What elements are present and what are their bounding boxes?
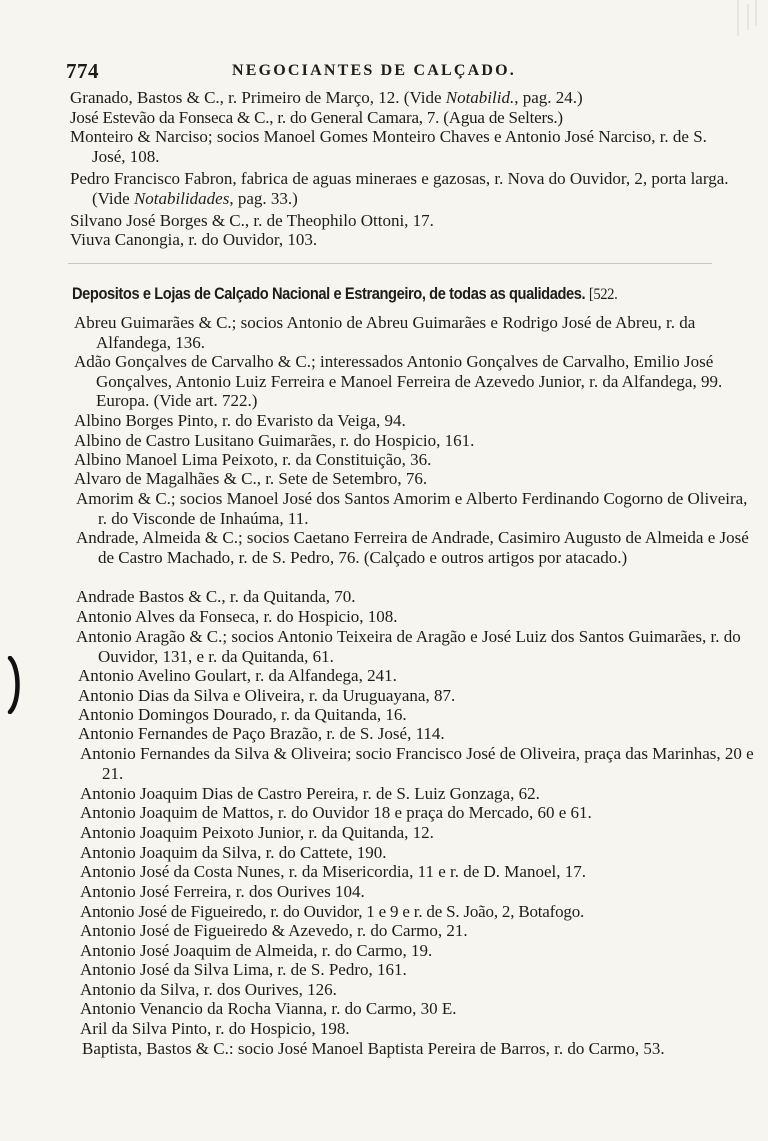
- list-item: Alvaro de Magalhães & C., r. Sete de Setembro, 76.: [74, 469, 428, 488]
- list-item: Antonio Joaquim Peixoto Junior, r. da Quitanda, 12.: [80, 823, 434, 842]
- list-item: Silvano José Borges & C., r. de Theophilo Ottoni, 17.: [70, 211, 434, 230]
- list-item: Antonio Domingos Dourado, r. da Quitanda, 16.: [78, 705, 407, 724]
- list-item: Antonio Venancio da Rocha Vianna, r. do Carmo, 30 E.: [80, 999, 457, 1018]
- list-item: Abreu Guimarães & C.; socios Antonio de Abreu Guimarães e Rodrigo José de Abreu, r. da Alfandega, 136.: [74, 313, 696, 352]
- list-item: Baptista, Bastos & C.: socio José Manoel Baptista Pereira de Barros, r. do Carmo, 53.: [82, 1039, 665, 1058]
- list-item: Antonio José da Silva Lima, r. de S. Pedro, 161.: [80, 960, 407, 979]
- list-item: Monteiro & Narciso; socios Manoel Gomes Monteiro Chaves e Antonio José Narciso, r. de S. José, 108.: [70, 127, 707, 166]
- list-item: Antonio José de Figueiredo, r. do Ouvidor, 1 e 9 e r. de S. João, 2, Botafogo.: [80, 902, 585, 921]
- list-item: Andrade Bastos & C., r. da Quitanda, 70.: [76, 587, 356, 606]
- list-item: Granado, Bastos & C., r. Primeiro de Março, 12. (Vide Notabilid., pag. 24.): [70, 88, 583, 107]
- page-number: 774: [66, 59, 99, 83]
- list-item: Antonio Dias da Silva e Oliveira, r. da Uruguayana, 87.: [78, 686, 456, 705]
- list-item: Antonio Alves da Fonseca, r. do Hospicio, 108.: [76, 607, 398, 626]
- list-item: Antonio José Ferreira, r. dos Ourives 104.: [80, 882, 365, 901]
- list-item: Antonio Fernandes de Paço Brazão, r. de S. José, 114.: [78, 724, 445, 743]
- list-item: Pedro Francisco Fabron, fabrica de aguas mineraes e gazosas, r. Nova do Ouvidor, 2, porta larga. (Vide Notabilidades, pag. 33.): [70, 169, 729, 208]
- list-item: Antonio Joaquim Dias de Castro Pereira, r. de S. Luiz Gonzaga, 62.: [80, 784, 540, 803]
- running-head: NEGOCIANTES DE CALÇADO.: [232, 62, 516, 79]
- list-item: Antonio Joaquim da Silva, r. do Cattete, 190.: [80, 843, 387, 862]
- page-header: [66, 59, 710, 83]
- list-item: Viuva Canongia, r. do Ouvidor, 103.: [70, 230, 318, 249]
- bleed-through-mark: [732, 0, 762, 40]
- list-item: Antonio José da Costa Nunes, r. da Misericordia, 11 e r. de D. Manoel, 17.: [80, 862, 586, 881]
- list-item: Antonio Aragão & C.; socios Antonio Teixeira de Aragão e José Luiz dos Santos Guimarães, r. do Ouvidor, 131, e r. da Quitanda, 61.: [76, 627, 741, 666]
- section-divider: [68, 263, 712, 264]
- list-item: Amorim & C.; socios Manoel José dos Santos Amorim e Alberto Ferdinando Cogorno de Oliveira, r. do Visconde de Inhaúma, 11.: [76, 489, 748, 528]
- margin-bracket-mark: [6, 656, 24, 714]
- list-item: Adão Gonçalves de Carvalho & C.; interessados Antonio Gonçalves de Carvalho, Emilio José Gonçalves, Antonio Luiz Ferreira e Manoel Ferreira de Azevedo Junior, r. da Alfandega, 99. Europa. (Vide art. 722.): [74, 352, 723, 411]
- list-item: Albino de Castro Lusitano Guimarães, r. do Hospicio, 161.: [74, 431, 475, 450]
- list-item: Antonio José Joaquim de Almeida, r. do Carmo, 19.: [80, 941, 433, 960]
- list-item: Antonio José de Figueiredo & Azevedo, r. do Carmo, 21.: [80, 921, 468, 940]
- list-item: Antonio Fernandes da Silva & Oliveira; socio Francisco José de Oliveira, praça das Marinhas, 20 e 21.: [80, 744, 754, 783]
- list-item: Aril da Silva Pinto, r. do Hospicio, 198.: [80, 1019, 350, 1038]
- list-item: Antonio Joaquim de Mattos, r. do Ouvidor 18 e praça do Mercado, 60 e 61.: [80, 803, 592, 822]
- list-item: Antonio da Silva, r. dos Ourives, 126.: [80, 980, 337, 999]
- list-item: Albino Borges Pinto, r. do Evaristo da Veiga, 94.: [74, 411, 406, 430]
- list-item: Albino Manoel Lima Peixoto, r. da Constituição, 36.: [74, 450, 432, 469]
- list-item: Antonio Avelino Goulart, r. da Alfandega, 241.: [78, 666, 397, 685]
- list-item: José Estevão da Fonseca & C., r. do General Camara, 7. (Agua de Selters.): [70, 108, 563, 127]
- list-item: Andrade, Almeida & C.; socios Caetano Ferreira de Andrade, Casimiro Augusto de Almeida e José de Castro Machado, r. de S. Pedro, 76. (Calçado e outros artigos por atacado.): [76, 528, 749, 567]
- section-heading: Depositos e Lojas de Calçado Nacional e Estrangeiro, de todas as qualidades. [522.: [72, 284, 618, 303]
- section-count: [522.: [588, 284, 618, 303]
